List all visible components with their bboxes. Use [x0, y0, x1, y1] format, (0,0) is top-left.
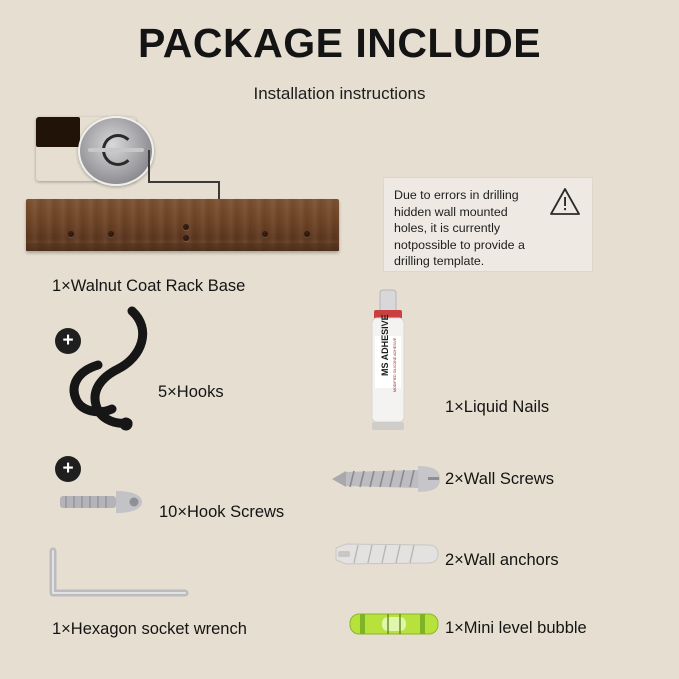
- board-bottom-edge: [26, 243, 339, 251]
- plus-badge-1: +: [55, 328, 81, 354]
- walnut-coat-rack-base: [26, 199, 339, 251]
- hook-screw: [58, 487, 146, 517]
- hexagon-socket-wrench: [45, 545, 195, 607]
- board-hole: [183, 224, 189, 230]
- page-title: PACKAGE INCLUDE: [137, 20, 542, 66]
- board-hole: [304, 231, 310, 237]
- liquid-nails-tube: [366, 288, 410, 436]
- caption-liquid-nails: 1×Liquid Nails: [445, 398, 550, 416]
- caption-wall-screws: 2×Wall Screws: [445, 470, 554, 488]
- coat-hook: [56, 305, 166, 445]
- screw-detail-shape: [88, 148, 144, 152]
- board-hole: [183, 235, 189, 241]
- wall-anchor: [332, 538, 440, 570]
- wood-detail-dark-edge: [36, 117, 80, 147]
- hook-mount-magnifier: [78, 116, 154, 186]
- tube-sub-text: MODIFIED SILICONE ADHESIVE: [393, 337, 397, 392]
- board-hole: [262, 231, 268, 237]
- caption-hexagon-wrench: 1×Hexagon socket wrench: [52, 620, 247, 638]
- leader-line-vertical-2: [148, 150, 150, 182]
- drilling-template-note: [383, 177, 593, 272]
- caption-mini-level-bubble: 1×Mini level bubble: [445, 619, 587, 637]
- page-subtitle: Installation instructions: [253, 84, 426, 103]
- board-hole: [108, 231, 114, 237]
- leader-line-horizontal: [148, 181, 220, 183]
- tube-brand-text: MS ADHESIVE: [380, 314, 390, 376]
- caption-wall-anchors: 2×Wall anchors: [445, 551, 559, 569]
- mini-level-bubble: [348, 608, 440, 640]
- board-hole: [68, 231, 74, 237]
- wall-screw: [332, 462, 442, 496]
- caption-coat-rack-base: 1×Walnut Coat Rack Base: [52, 277, 246, 295]
- caption-hooks: 5×Hooks: [158, 383, 224, 401]
- plus-badge-2: +: [55, 456, 81, 482]
- warning-triangle-icon: [550, 188, 580, 215]
- caption-hook-screws: 10×Hook Screws: [159, 503, 285, 521]
- note-text: Due to errors in drilling hidden wall mounted holes, it is currently notpossible to provide a drilling template.: [394, 188, 525, 268]
